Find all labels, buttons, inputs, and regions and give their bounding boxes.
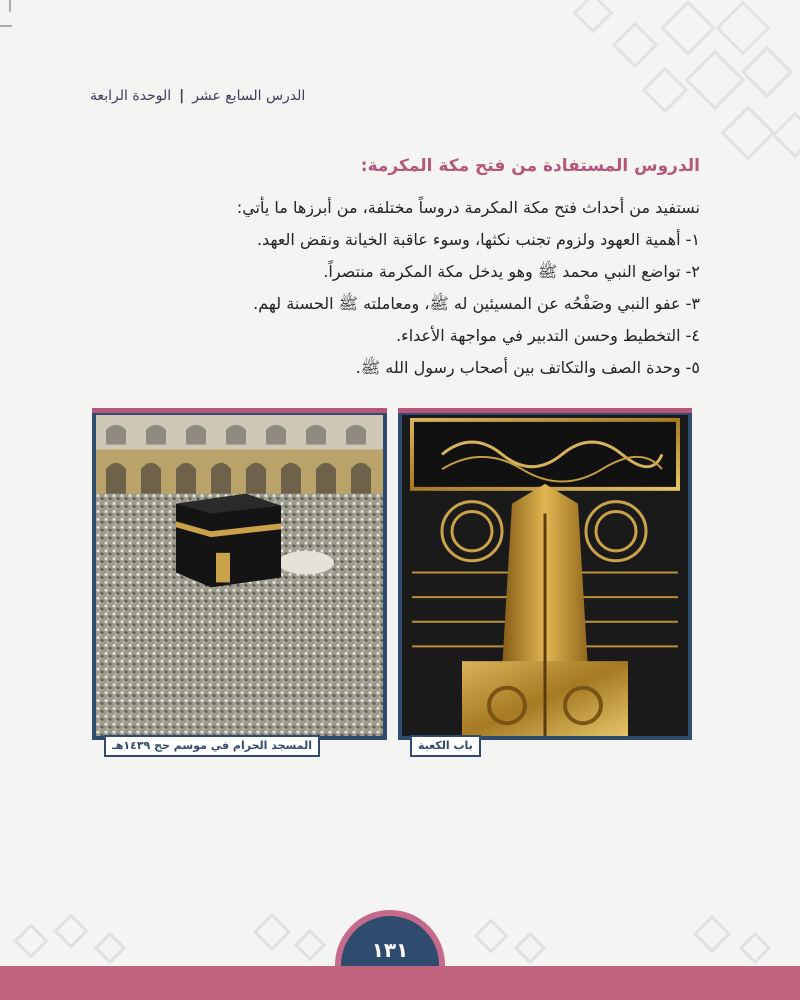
unit-label: الوحدة الرابعة	[90, 88, 172, 104]
intro-paragraph: نستفيد من أحداث فتح مكة المكرمة دروساً مختلفة، من أبرزها ما يأتي:	[236, 198, 700, 217]
lesson-label: الدرس السابع عشر	[192, 88, 306, 104]
list-item: ٤- التخطيط وحسن التدبير في مواجهة الأعداء.	[396, 326, 700, 345]
masjid-haram-photo	[96, 415, 383, 736]
masjid-photo-frame	[92, 408, 387, 740]
list-item: ١- أهمية العهود ولزوم تجنب نكثها، وسوء عاقبة الخيانة ونقض العهد.	[256, 230, 700, 249]
kaaba-door-photo	[402, 415, 688, 736]
list-item: ٥- وحدة الصف والتكاتف بين أصحاب رسول الله ﷺ.	[355, 358, 700, 377]
lesson-content	[100, 192, 700, 384]
section-title: الدروس المستفادة من فتح مكة المكرمة:	[360, 156, 700, 176]
kaaba-door-caption: باب الكعبة	[410, 735, 481, 757]
breadcrumb	[90, 88, 700, 104]
list-item: ٣- عفو النبي وصَفْحُه عن المسيئين له ﷺ، ومعاملته ﷺ الحسنة لهم.	[253, 294, 700, 313]
page-number: ١٣١	[371, 938, 409, 962]
footer-bar	[0, 966, 800, 1000]
crop-mark	[0, 0, 20, 40]
kaaba-door-photo-frame	[398, 408, 692, 740]
masjid-haram-caption: المسجد الحرام في موسم حج ١٤٣٩هـ	[104, 735, 320, 757]
list-item: ٢- تواضع النبي محمد ﷺ وهو يدخل مكة المكرمة منتصراً.	[323, 262, 700, 281]
breadcrumb-separator: |	[179, 88, 185, 104]
